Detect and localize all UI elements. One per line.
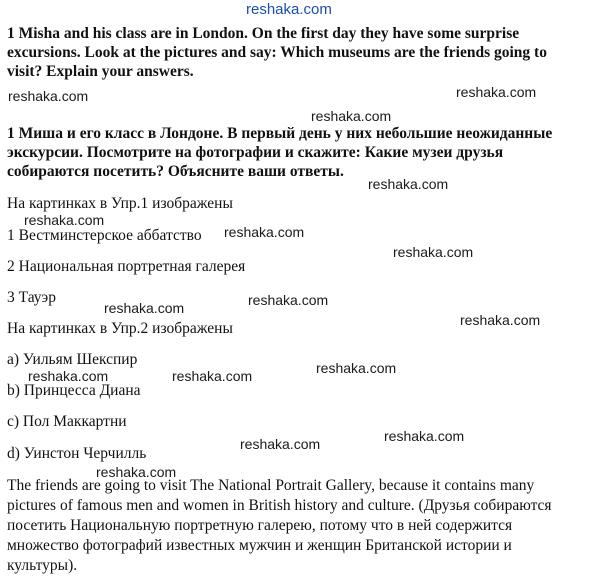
watermark: reshaka.com	[316, 360, 397, 376]
watermark: reshaka.com	[24, 212, 105, 228]
watermark: reshaka.com	[172, 368, 253, 384]
ex2-heading: На картинках в Упр.2 изображены	[7, 320, 233, 337]
ex1-item-2: 2 Национальная портретная галерея	[7, 258, 246, 275]
site-header-link[interactable]: reshaka.com	[246, 1, 332, 18]
watermark: reshaka.com	[248, 292, 329, 308]
ex2-item-c: c) Пол Маккартни	[7, 413, 127, 430]
ex1-item-1: 1 Вестминстерское аббатство	[7, 227, 202, 244]
watermark: reshaka.com	[224, 224, 305, 240]
watermark: reshaka.com	[8, 88, 89, 104]
watermark: reshaka.com	[393, 244, 474, 260]
ex1-item-3: 3 Тауэр	[7, 289, 56, 306]
watermark: reshaka.com	[104, 300, 185, 316]
ex1-heading: На картинках в Упр.1 изображены	[7, 195, 233, 212]
watermark: reshaka.com	[460, 312, 541, 328]
watermark: reshaka.com	[96, 464, 177, 480]
ex2-item-d: d) Уинстон Черчилль	[7, 445, 147, 462]
watermark: reshaka.com	[456, 84, 537, 100]
watermark: reshaka.com	[240, 436, 321, 452]
task-text-russian: 1 Миша и его класс в Лондоне. В первый день у них небольшие неожиданные экскурсии. Посмотрите на фотографии и скажите: Какие музеи друзья собираются посетить? Объясните ваши ответы.	[7, 125, 553, 180]
task-text-english: 1 Misha and his class are in London. On the first day they have some surprise excursions. Look at the pictures and say: Which museums are the friends going to visit? Explain your answers.	[7, 25, 547, 80]
ex2-item-b: b) Принцесса Диана	[7, 382, 141, 399]
conclusion-text: The friends are going to visit The National Portrait Gallery, because it contains many pictures of famous men and women in British history and culture. (Друзья собираются посетить Национальную портретную галерею, потому что в ней содержится множество фотографий известных мужчин и женщин Британской истории и культуры).	[7, 477, 552, 574]
watermark: reshaka.com	[311, 108, 392, 124]
watermark: reshaka.com	[28, 368, 109, 384]
watermark: reshaka.com	[368, 176, 449, 192]
watermark: reshaka.com	[384, 428, 465, 444]
ex2-item-a: a) Уильям Шекспир	[7, 351, 138, 368]
